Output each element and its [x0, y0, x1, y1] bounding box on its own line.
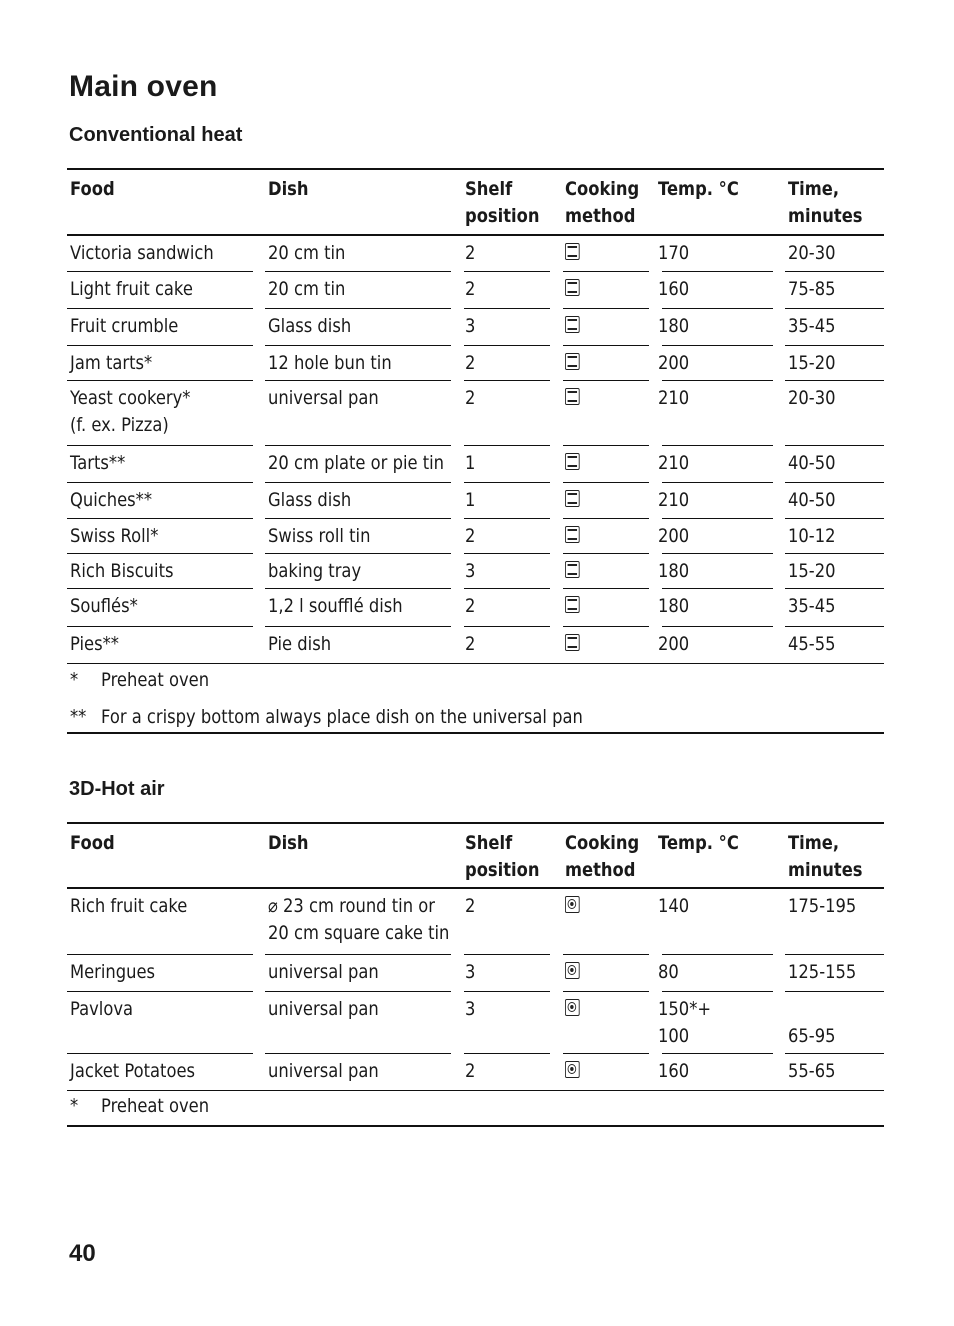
food-cell: Pies**	[70, 633, 119, 655]
time-cell: 20-30	[788, 387, 836, 409]
temp-cell: 80	[658, 961, 679, 983]
method-cell	[565, 346, 580, 378]
dish-cell: ⌀ 23 cm round tin or 20 cm square cake tin	[268, 895, 450, 944]
table-row	[67, 309, 884, 346]
dish-cell: universal pan	[268, 961, 379, 983]
dish-cell: 12 hole bun tin	[268, 352, 392, 374]
table-row	[67, 381, 884, 446]
section-end-rule	[67, 1125, 884, 1127]
footnote-text: Preheat oven	[101, 669, 210, 691]
table-row	[67, 627, 884, 664]
header-temp: Temp. °C	[658, 178, 739, 200]
shelf-cell: 2	[465, 633, 476, 655]
method-cell	[565, 236, 580, 268]
dish-cell: baking tray	[268, 560, 362, 582]
time-cell: 65-95	[788, 1025, 836, 1047]
dish-cell: 1,2 l soufflé dish	[268, 595, 403, 617]
shelf-cell: 3	[465, 560, 476, 582]
temp-cell: 200	[658, 633, 690, 655]
header-cooking-method: Cooking method	[565, 832, 640, 881]
dish-cell: universal pan	[268, 1060, 379, 1082]
time-cell: 15-20	[788, 352, 836, 374]
hot-air-fan-icon	[565, 1061, 580, 1078]
table-row	[67, 955, 884, 992]
section-title-hot-air: 3D-Hot air	[69, 778, 165, 800]
page-number: 40	[69, 1240, 96, 1267]
dish-cell: 20 cm plate or pie tin	[268, 452, 445, 474]
table-header	[67, 168, 884, 236]
method-cell	[565, 992, 580, 1024]
method-cell	[565, 554, 580, 586]
header-cooking-method: Cooking method	[565, 178, 640, 227]
method-cell	[565, 446, 580, 478]
time-cell: 35-45	[788, 595, 836, 617]
dish-cell: universal pan	[268, 998, 379, 1020]
time-cell: 45-55	[788, 633, 836, 655]
section-end-rule	[67, 732, 884, 734]
header-shelf: Shelf position	[465, 832, 540, 881]
temp-cell: 150*+ 100	[658, 998, 712, 1047]
table-row	[67, 1054, 884, 1091]
method-cell	[565, 519, 580, 551]
header-food: Food	[70, 178, 115, 200]
shelf-cell: 3	[465, 998, 476, 1020]
header-dish: Dish	[268, 832, 309, 854]
dish-cell: Pie dish	[268, 633, 332, 655]
dish-cell: Glass dish	[268, 489, 352, 511]
method-cell	[565, 309, 580, 341]
conventional-heat-icon	[565, 243, 580, 260]
temp-cell: 140	[658, 895, 690, 917]
shelf-cell: 2	[465, 595, 476, 617]
dish-cell: Glass dish	[268, 315, 352, 337]
food-cell: Jacket Potatoes	[70, 1060, 196, 1082]
food-cell: Souflés*	[70, 595, 138, 617]
dish-cell: universal pan	[268, 387, 379, 409]
conventional-heat-icon	[565, 279, 580, 296]
table-row	[67, 346, 884, 381]
footnote-text: Preheat oven	[101, 1095, 210, 1117]
conventional-heat-icon	[565, 490, 580, 507]
food-cell: Yeast cookery* (f. ex. Pizza)	[70, 387, 191, 436]
time-cell: 75-85	[788, 278, 836, 300]
time-cell: 35-45	[788, 315, 836, 337]
method-cell	[565, 272, 580, 304]
food-cell: Pavlova	[70, 998, 134, 1020]
time-cell: 40-50	[788, 452, 836, 474]
shelf-cell: 2	[465, 387, 476, 409]
conventional-heat-icon	[565, 596, 580, 613]
header-time: Time, minutes	[788, 178, 863, 227]
hot-air-fan-icon	[565, 962, 580, 979]
table-row	[67, 992, 884, 1054]
table-row	[67, 889, 884, 955]
food-cell: Victoria sandwich	[70, 242, 214, 264]
food-cell: Tarts**	[70, 452, 126, 474]
shelf-cell: 1	[465, 489, 476, 511]
shelf-cell: 2	[465, 352, 476, 374]
table-row	[67, 272, 884, 309]
table-row	[67, 519, 884, 554]
dish-cell: 20 cm tin	[268, 278, 346, 300]
food-cell: Light fruit cake	[70, 278, 193, 300]
header-temp: Temp. °C	[658, 832, 739, 854]
time-cell: 20-30	[788, 242, 836, 264]
method-cell	[565, 627, 580, 659]
temp-cell: 210	[658, 387, 690, 409]
time-cell: 175-195	[788, 895, 857, 917]
footnote-text: For a crispy bottom always place dish on the universal pan	[101, 706, 583, 728]
method-cell	[565, 589, 580, 621]
header-food: Food	[70, 832, 115, 854]
time-cell: 10-12	[788, 525, 836, 547]
header-shelf: Shelf position	[465, 178, 540, 227]
method-cell	[565, 889, 580, 921]
shelf-cell: 2	[465, 1060, 476, 1082]
table-row	[67, 446, 884, 483]
conventional-heat-icon	[565, 316, 580, 333]
shelf-cell: 2	[465, 895, 476, 917]
footnote-mark: **	[70, 706, 87, 728]
food-cell: Swiss Roll*	[70, 525, 159, 547]
footnote-mark: *	[70, 1095, 79, 1117]
food-cell: Rich fruit cake	[70, 895, 188, 917]
shelf-cell: 2	[465, 242, 476, 264]
table-header	[67, 822, 884, 889]
table-row	[67, 483, 884, 519]
conventional-heat-icon	[565, 353, 580, 370]
page-title: Main oven	[69, 70, 218, 103]
table-row	[67, 589, 884, 627]
temp-cell: 170	[658, 242, 690, 264]
shelf-cell: 3	[465, 961, 476, 983]
footnote-mark: *	[70, 669, 79, 691]
temp-cell: 160	[658, 278, 690, 300]
food-cell: Quiches**	[70, 489, 153, 511]
conventional-heat-icon	[565, 526, 580, 543]
header-dish: Dish	[268, 178, 309, 200]
hot-air-fan-icon	[565, 999, 580, 1016]
method-cell	[565, 1054, 580, 1086]
food-cell: Fruit crumble	[70, 315, 179, 337]
temp-cell: 180	[658, 560, 690, 582]
shelf-cell: 2	[465, 278, 476, 300]
table-row	[67, 554, 884, 589]
time-cell: 40-50	[788, 489, 836, 511]
method-cell	[565, 955, 580, 987]
dish-cell: Swiss roll tin	[268, 525, 371, 547]
conventional-table	[67, 168, 884, 664]
conventional-heat-icon	[565, 388, 580, 405]
shelf-cell: 1	[465, 452, 476, 474]
temp-cell: 180	[658, 315, 690, 337]
time-cell: 125-155	[788, 961, 857, 983]
conventional-heat-icon	[565, 453, 580, 470]
temp-cell: 200	[658, 525, 690, 547]
dish-cell: 20 cm tin	[268, 242, 346, 264]
hot-air-fan-icon	[565, 896, 580, 913]
food-cell: Rich Biscuits	[70, 560, 174, 582]
shelf-cell: 2	[465, 525, 476, 547]
time-cell: 55-65	[788, 1060, 836, 1082]
table-row	[67, 236, 884, 272]
method-cell	[565, 483, 580, 515]
food-cell: Meringues	[70, 961, 156, 983]
food-cell: Jam tarts*	[70, 352, 153, 374]
temp-cell: 200	[658, 352, 690, 374]
temp-cell: 180	[658, 595, 690, 617]
shelf-cell: 3	[465, 315, 476, 337]
temp-cell: 160	[658, 1060, 690, 1082]
conventional-heat-icon	[565, 561, 580, 578]
section-title-conventional: Conventional heat	[69, 124, 243, 146]
hot-air-table	[67, 822, 884, 1091]
method-cell	[565, 381, 580, 413]
time-cell: 15-20	[788, 560, 836, 582]
conventional-heat-icon	[565, 634, 580, 651]
temp-cell: 210	[658, 489, 690, 511]
temp-cell: 210	[658, 452, 690, 474]
header-time: Time, minutes	[788, 832, 863, 881]
